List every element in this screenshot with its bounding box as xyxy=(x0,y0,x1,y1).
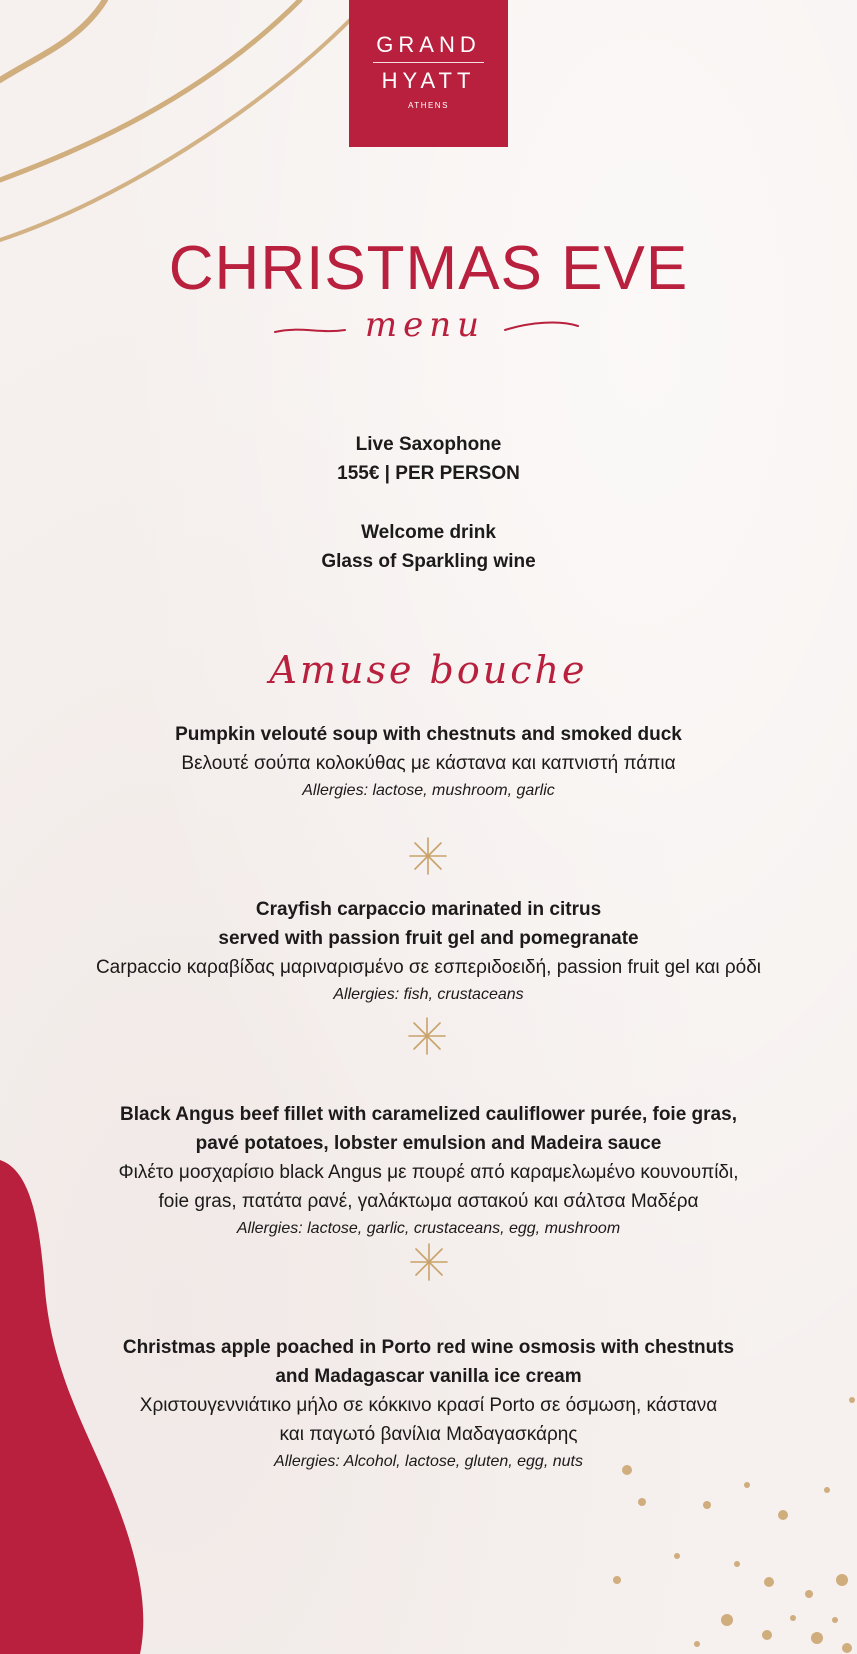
logo-line-athens: ATHENS xyxy=(408,101,449,110)
entertainment-line: Live Saxophone xyxy=(355,434,502,455)
course-3-title-line-2: pavé potatoes, lobster emulsion and Madeira sauce xyxy=(195,1133,662,1154)
intro-block xyxy=(40,430,817,488)
course-1-title: Pumpkin velouté soup with chestnuts and smoked duck xyxy=(175,724,682,745)
course-3-allergies: Allergies: lactose, garlic, crustaceans, egg, mushroom xyxy=(236,1220,621,1237)
course-2-greek: Carpaccio καραβίδας μαριναρισμένο σε εσπεριδοειδή, passion fruit gel και ρόδι xyxy=(95,957,762,978)
grand-hyatt-logo xyxy=(349,0,508,147)
course-2 xyxy=(40,895,817,1008)
course-3-greek-line-1: Φιλέτο μοσχαρίσιο black Angus με πουρέ από καραμελωμένο κουνουπίδι, xyxy=(118,1162,739,1183)
course-4-title-line-1: Christmas apple poached in Porto red wine osmosis with chestnuts xyxy=(122,1337,735,1358)
gold-star-divider xyxy=(409,1242,449,1282)
logo-divider xyxy=(373,62,484,63)
welcome-title: Welcome drink xyxy=(361,522,496,543)
course-2-title-line-2: served with passion fruit gel and pomegranate xyxy=(218,928,639,949)
logo-line-grand: GRAND xyxy=(376,32,481,57)
subtitle-wrap xyxy=(260,305,590,348)
logo-line-hyatt: HYATT xyxy=(381,68,476,93)
page-title: CHRISTMAS EVE xyxy=(168,234,689,303)
course-2-allergies: Allergies: fish, crustaceans xyxy=(333,986,524,1003)
gold-star-divider xyxy=(407,1016,447,1056)
course-3-title-line-1: Black Angus beef fillet with caramelized cauliflower purée, foie gras, xyxy=(120,1104,737,1125)
course-2-title-line-1: Crayfish carpaccio marinated in citrus xyxy=(255,899,602,920)
course-4-allergies: Allergies: Alcohol, lactose, gluten, egg, nuts xyxy=(274,1453,583,1470)
gold-lines-decoration xyxy=(0,0,360,260)
welcome-item: Glass of Sparkling wine xyxy=(321,551,536,572)
course-4-greek-line-2: και παγωτό βανίλια Μαδαγασκάρης xyxy=(279,1424,578,1445)
course-1-allergies: Allergies: lactose, mushroom, garlic xyxy=(302,782,555,799)
course-3 xyxy=(40,1100,817,1242)
course-4-greek-line-1: Χριστουγεννιάτικο μήλο σε κόκκινο κρασί Porto σε όσμωση, κάστανα xyxy=(139,1395,718,1416)
course-4-title-line-2: and Madagascar vanilla ice cream xyxy=(275,1366,582,1387)
course-4 xyxy=(40,1333,817,1475)
course-1-greek: Βελουτέ σούπα κολοκύθας με κάστανα και καπνιστή πάπια xyxy=(181,753,676,774)
course-3-greek-line-2: foie gras, πατάτα ρανέ, γαλάκτωμα αστακού και σάλτσα Μαδέρα xyxy=(158,1191,699,1212)
welcome-block xyxy=(40,518,817,576)
section-heading: Amuse bouche xyxy=(269,648,588,692)
gold-star-divider xyxy=(408,836,448,876)
price-line: 155€ | PER PERSON xyxy=(337,463,520,484)
course-1 xyxy=(40,720,817,804)
page-subtitle: menu xyxy=(364,305,486,345)
